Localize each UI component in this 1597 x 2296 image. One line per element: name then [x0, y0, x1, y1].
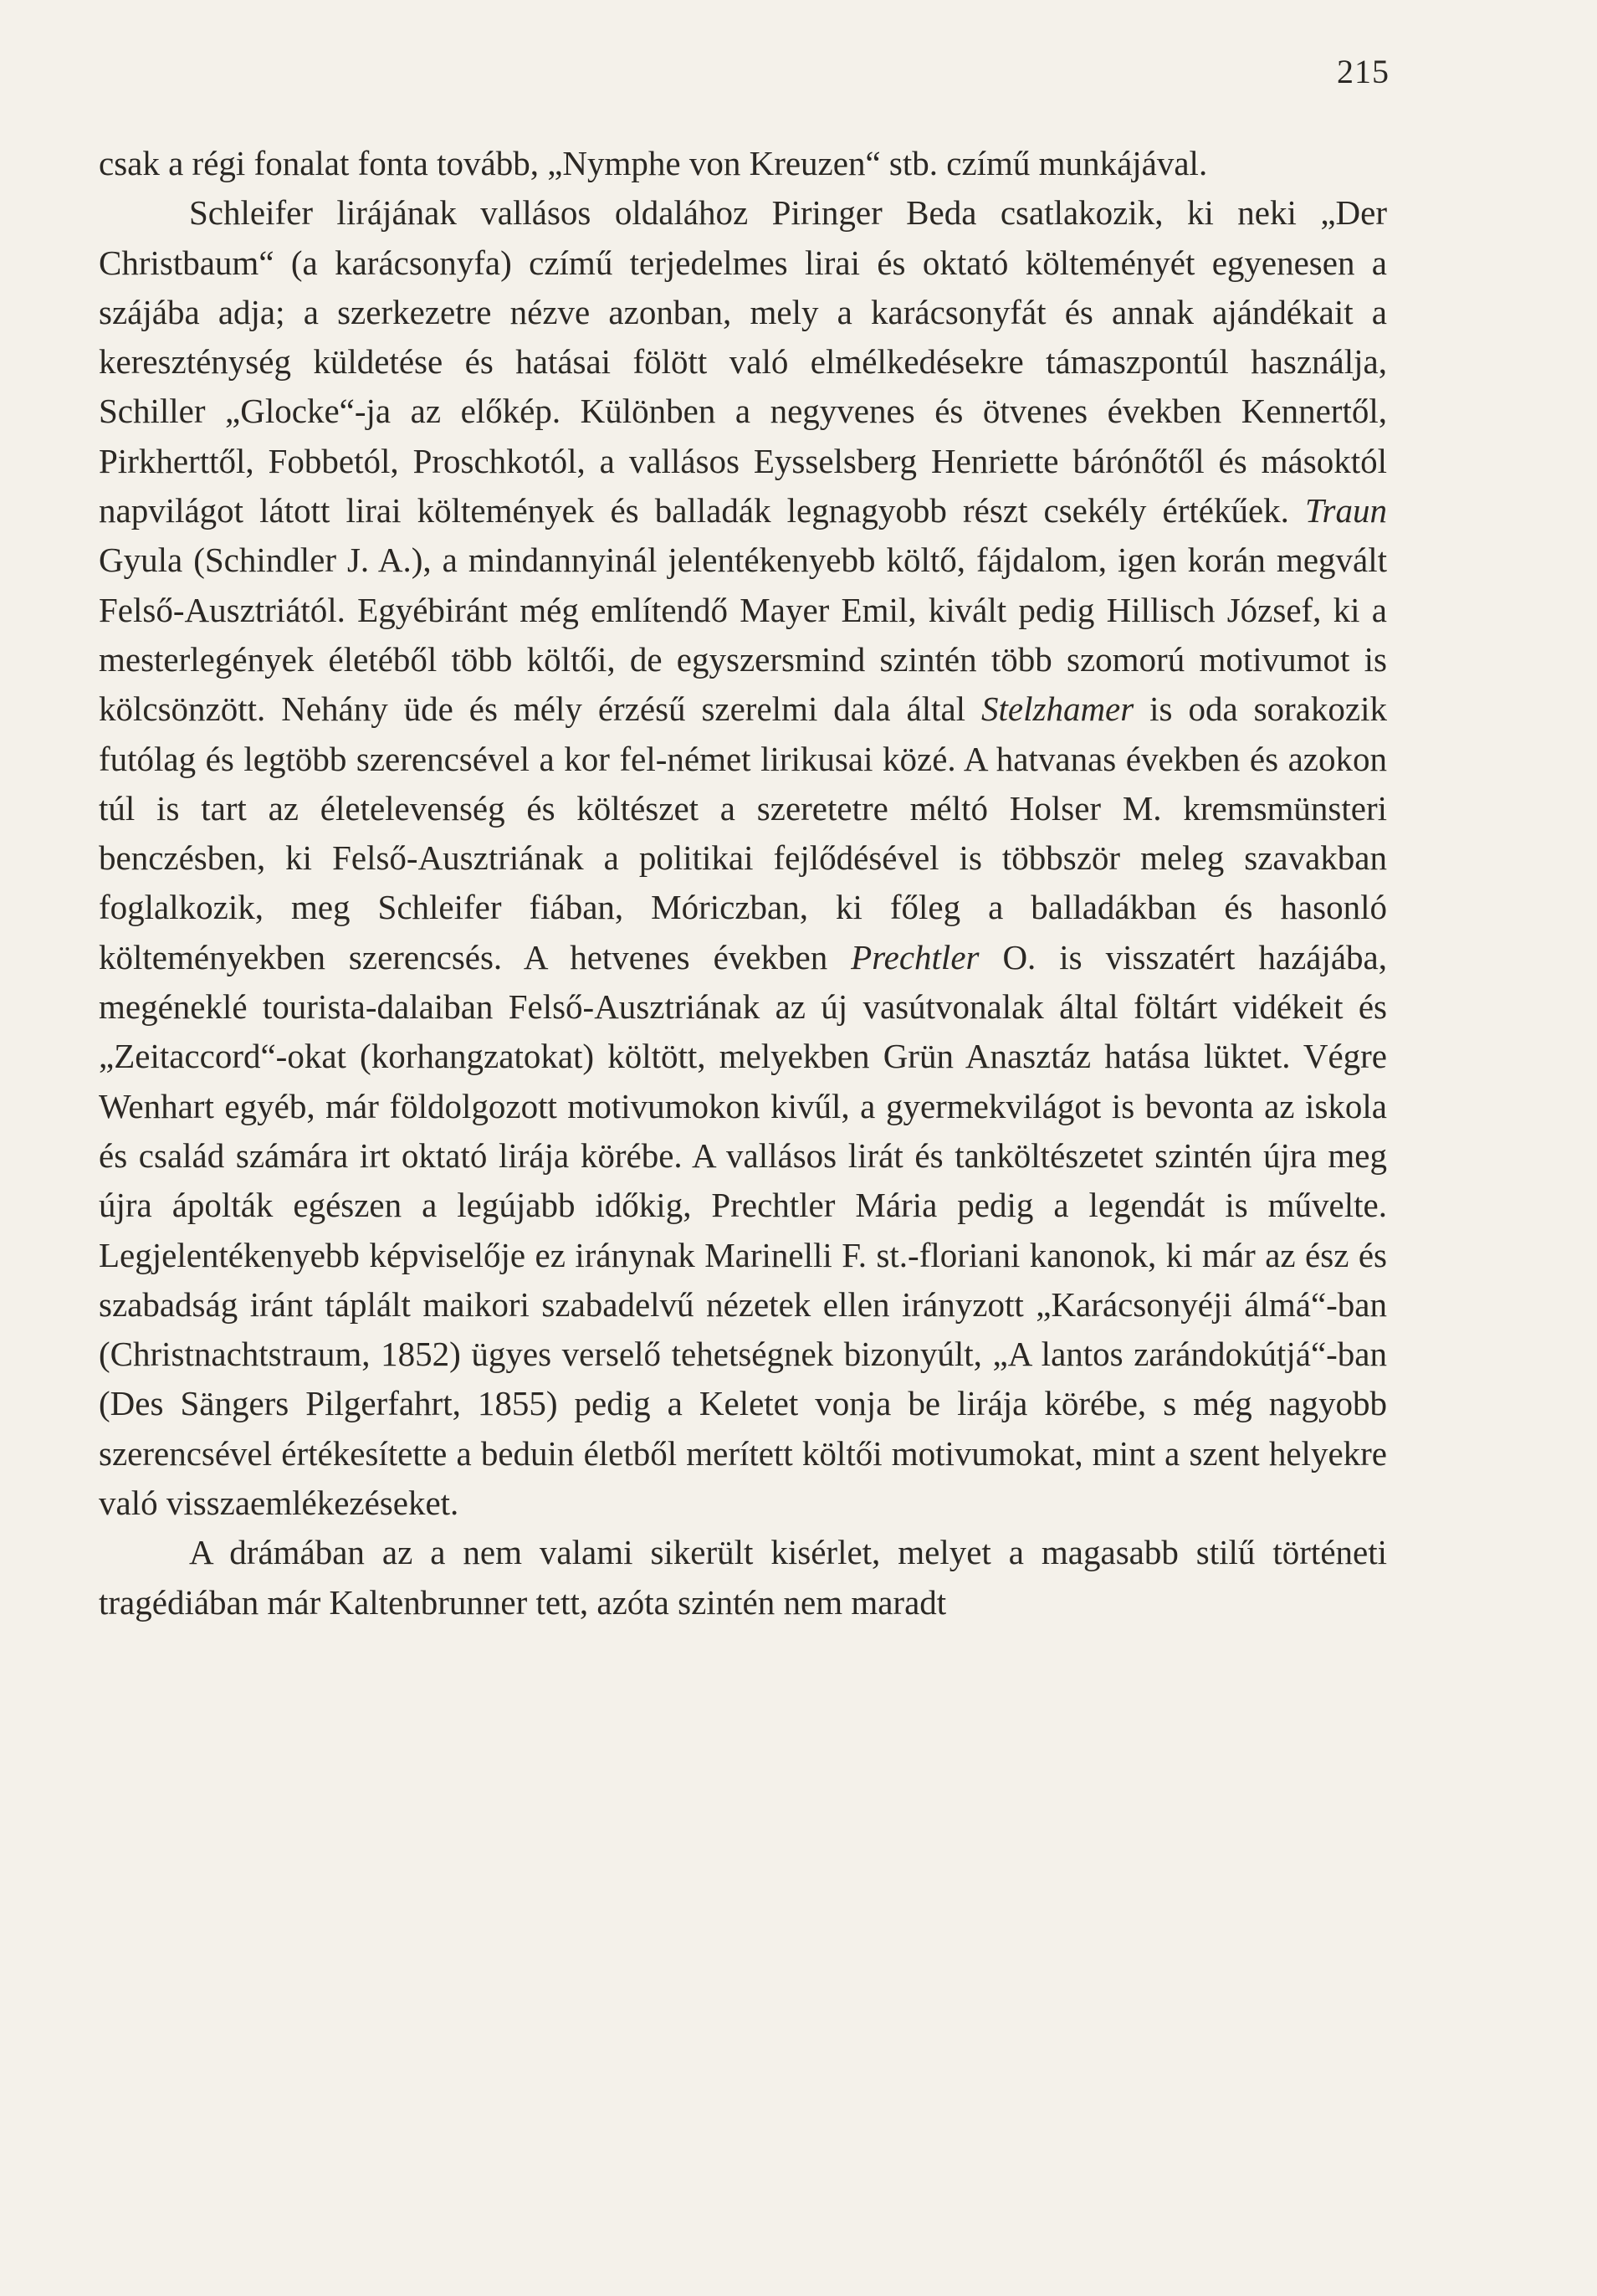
- paragraph-2-text: is oda sorakozik futólag és legtöbb szerencsével a kor fel-német lirikusai közé. A hatvanas években és azokon túl is tart az életelevenség és költészet a szeretetre méltó Holser M. kremsmünsteri benczésben, ki Felső-Ausztriának a politikai fejlődésével is többször meleg szavakban foglalkozik, meg Schleifer fiában, Móriczban, ki főleg a balladákban és hasonló költeményekben szerencsés. A hetvenes években: [99, 689, 1387, 976]
- body-text: [99, 139, 1387, 1627]
- author-name-italic: Traun: [1305, 491, 1387, 530]
- paragraph-2-text: O. is visszatért hazájába, megéneklé tourista-dalaiban Felső-Ausztriának az új vasútvonalak által föltárt vidékeit és „Zeitaccord“-okat (korhangzatokat) költött, melyekben Grün Anasztáz hatása lüktet. Végre Wenhart egyéb, már földolgozott motivumokon kivűl, a gyermekvilágot is bevonta az iskola és család számára irt oktató lirája körébe. A vallásos lirát és tanköltészetet szintén újra meg újra ápolták egészen a legújabb időkig, Prechtler Mária pedig a legendát is művelte. Legjelentékenyebb képviselője ez iránynak Marinelli F. st.-floriani kanonok, ki már az ész és szabadság iránt táplált maikori szabadelvű nézetek ellen irányzott „Karácsonyéji álmá“-ban (Christnachtstraum, 1852) ügyes verselő tehetségnek bizonyúlt, „A lantos zarándokútjá“-ban (Des Sängers Pilgerfahrt, 1855) pedig a Keletet vonja be lirája körébe, s még nagyobb szerencsével értékesítette a beduin életből merített költői motivumokat, mint a szent helyekre való visszaemlékezéseket.: [99, 937, 1388, 1523]
- page-number: 215: [1337, 53, 1390, 90]
- paragraph-2-text: Schleifer lirájának vallásos oldalához Piringer Beda csatlakozik, ki neki „Der Christbaum“ (a karácsonyfa) czímű terjedelmes lirai és oktató költeményét egyenesen a szájába adja; a szerkezetre nézve azonban, mely a karácsonyfát és annak ajándékait a kereszténység küldetése és hatásai fölött való elmélkedésekre támaszpontúl használja, Schiller „Glocke“-ja az előkép. Különben a negyvenes és ötvenes években Kennertől, Pirkherttől, Fobbetól, Proschkotól, a vallásos Eysselsberg Henriette bárónőtől és másoktól napvilágot látott lirai költemények és balladák legnagyobb részt csekély értékűek.: [99, 193, 1387, 530]
- paragraph-2: [99, 188, 1387, 1528]
- paragraph-2-text: Gyula (Schindler J. A.), a mindannyinál jelentékenyebb költő, fájdalom, igen korán megvált Felső-Ausztriától. Egyébiránt még említendő Mayer Emil, kivált pedig Hillisch József, ki a mesterlegények életéből több költői, de egyszersmind szintén több szomorú motivumot is kölcsönzött. Nehány üde és mély érzésű szerelmi dala által: [99, 541, 1387, 729]
- paragraph-1: csak a régi fonalat fonta tovább, „Nymphe von Kreuzen“ stb. czímű munkájával.: [99, 144, 1208, 182]
- paragraph-3: A drámában az a nem valami sikerült kisérlet, melyet a magasabb stilű történeti tragédiában már Kaltenbrunner tett, azóta szintén nem maradt: [99, 1533, 1387, 1622]
- author-name-italic: Prechtler: [851, 937, 980, 976]
- author-name-italic: Stelzhamer: [981, 689, 1134, 729]
